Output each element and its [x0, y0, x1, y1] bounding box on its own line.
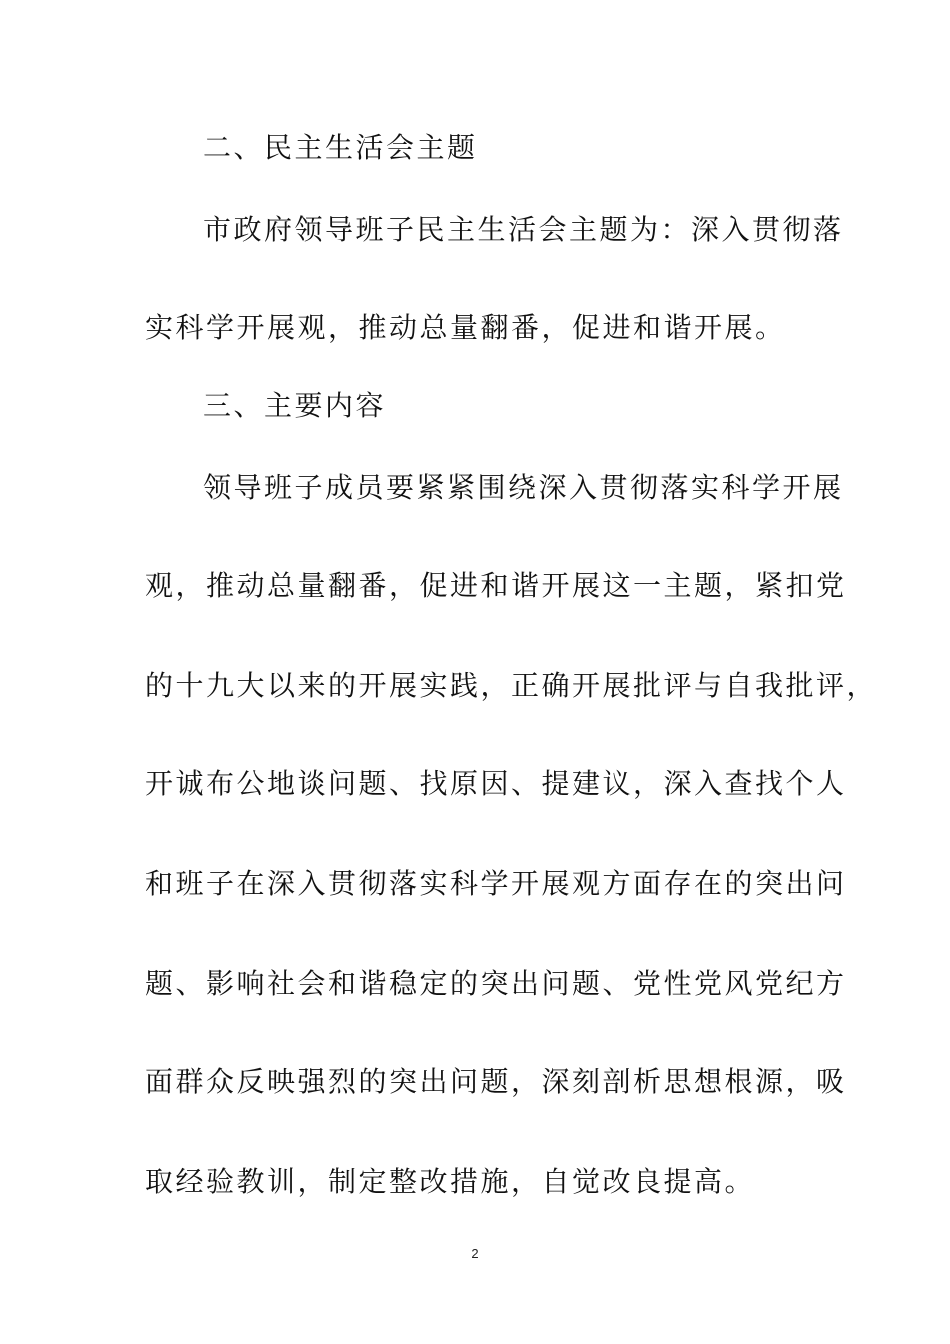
- paragraph-line: 观，推动总量翻番，促进和谐开展这一主题，紧扣党: [145, 569, 847, 602]
- paragraph-line: 的十九大以来的开展实践，正确开展批评与自我批评，: [145, 669, 878, 702]
- paragraph-line: 开诚布公地谈问题、找原因、提建议，深入查找个人: [145, 767, 847, 800]
- paragraph-line: 面群众反映强烈的突出问题，深刻剖析思想根源，吸: [145, 1065, 847, 1098]
- paragraph-line: 市政府领导班子民主生活会主题为：深入贯彻落: [203, 213, 844, 246]
- paragraph-line: 取经验教训，制定整改措施，自觉改良提高。: [145, 1165, 756, 1198]
- paragraph-line: 领导班子成员要紧紧围绕深入贯彻落实科学开展: [203, 471, 844, 504]
- paragraph-line: 和班子在深入贯彻落实科学开展观方面存在的突出问: [145, 867, 847, 900]
- paragraph-line: 题、影响社会和谐稳定的突出问题、党性党风党纪方: [145, 967, 847, 1000]
- page-number: 2: [471, 1246, 479, 1261]
- paragraph-line: 实科学开展观，推动总量翻番，促进和谐开展。: [145, 311, 786, 344]
- section-heading-theme: 二、民主生活会主题: [203, 131, 478, 164]
- section-heading-content: 三、主要内容: [203, 389, 387, 422]
